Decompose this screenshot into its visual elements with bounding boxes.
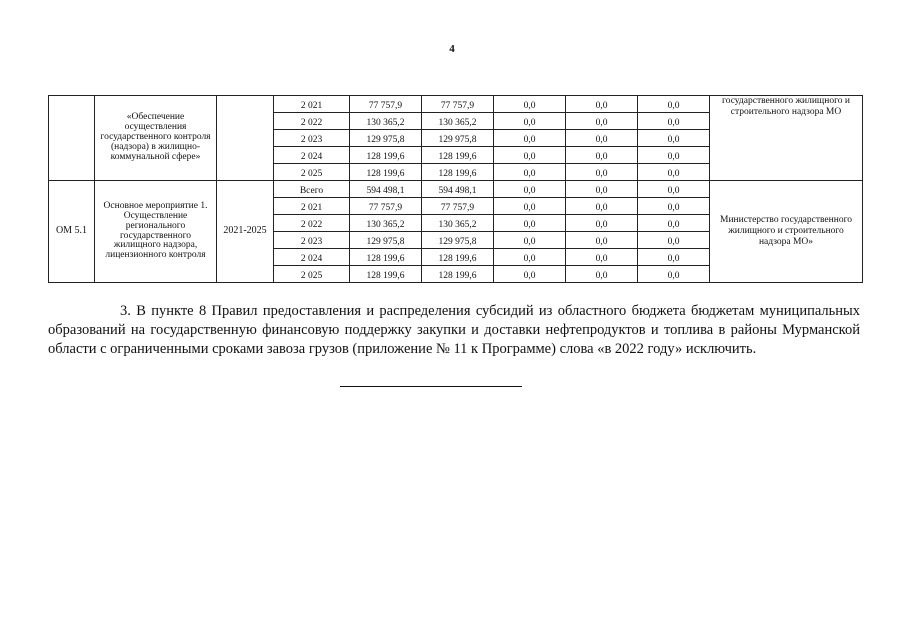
- local-budget-cell: 0,0: [566, 215, 638, 232]
- funding-table: [48, 95, 863, 283]
- closing-rule: [340, 386, 522, 387]
- other-sources-cell: 0,0: [638, 181, 710, 198]
- other-sources-cell: 0,0: [638, 113, 710, 130]
- regional-budget-cell: 129 975,8: [422, 130, 494, 147]
- year-cell: 2 021: [274, 96, 350, 113]
- year-cell: 2 025: [274, 266, 350, 283]
- other-sources-cell: 0,0: [638, 215, 710, 232]
- federal-budget-cell: 0,0: [494, 232, 566, 249]
- federal-budget-cell: 0,0: [494, 198, 566, 215]
- total-cell: 128 199,6: [350, 249, 422, 266]
- page-number: 4: [449, 43, 455, 55]
- executor-cell: государственного жилищного и строительного надзора МО: [710, 96, 863, 181]
- federal-budget-cell: 0,0: [494, 249, 566, 266]
- measure-name-cell: Основное мероприятие 1. Осуществление регионального государственного жилищного надзора, лицензионного контроля: [95, 181, 217, 283]
- year-cell: 2 021: [274, 198, 350, 215]
- regional-budget-cell: 77 757,9: [422, 198, 494, 215]
- paragraph-text: 3. В пункте 8 Правил предоставления и распределения субсидий из областного бюджета бюджетам муниципальных образований на государственную финансовую поддержку закупки и доставки нефтепродуктов и топлива в районы Мурманской области с ограниченными сроками завоза грузов (приложение № 11 к Программе) слова «в 2022 году» исключить.: [48, 303, 860, 357]
- total-cell: 129 975,8: [350, 232, 422, 249]
- year-cell: 2 023: [274, 130, 350, 147]
- other-sources-cell: 0,0: [638, 266, 710, 283]
- regional-budget-cell: 128 199,6: [422, 249, 494, 266]
- year-cell: 2 024: [274, 147, 350, 164]
- year-cell: Всего: [274, 181, 350, 198]
- table-row: [49, 181, 863, 198]
- year-cell: 2 022: [274, 215, 350, 232]
- other-sources-cell: 0,0: [638, 249, 710, 266]
- total-cell: 130 365,2: [350, 215, 422, 232]
- local-budget-cell: 0,0: [566, 164, 638, 181]
- total-cell: 129 975,8: [350, 130, 422, 147]
- code-cell: ОМ 5.1: [49, 181, 95, 283]
- federal-budget-cell: 0,0: [494, 164, 566, 181]
- year-cell: 2 022: [274, 113, 350, 130]
- federal-budget-cell: 0,0: [494, 266, 566, 283]
- funding-table-body: [49, 96, 863, 283]
- body-paragraph: [48, 302, 860, 359]
- federal-budget-cell: 0,0: [494, 147, 566, 164]
- local-budget-cell: 0,0: [566, 266, 638, 283]
- federal-budget-cell: 0,0: [494, 181, 566, 198]
- other-sources-cell: 0,0: [638, 198, 710, 215]
- total-cell: 128 199,6: [350, 266, 422, 283]
- other-sources-cell: 0,0: [638, 96, 710, 113]
- federal-budget-cell: 0,0: [494, 113, 566, 130]
- regional-budget-cell: 77 757,9: [422, 96, 494, 113]
- regional-budget-cell: 128 199,6: [422, 266, 494, 283]
- total-cell: 77 757,9: [350, 198, 422, 215]
- year-cell: 2 024: [274, 249, 350, 266]
- regional-budget-cell: 128 199,6: [422, 147, 494, 164]
- period-cell: 2021-2025: [217, 181, 274, 283]
- executor-cell: Министерство государственного жилищного и строительного надзора МО»: [710, 181, 863, 283]
- other-sources-cell: 0,0: [638, 164, 710, 181]
- federal-budget-cell: 0,0: [494, 215, 566, 232]
- regional-budget-cell: 130 365,2: [422, 113, 494, 130]
- regional-budget-cell: 128 199,6: [422, 164, 494, 181]
- table-row: [49, 96, 863, 113]
- measure-name-cell: «Обеспечение осуществления государственного контроля (надзора) в жилищно-коммунальной сфере»: [95, 96, 217, 181]
- local-budget-cell: 0,0: [566, 130, 638, 147]
- year-cell: 2 023: [274, 232, 350, 249]
- regional-budget-cell: 129 975,8: [422, 232, 494, 249]
- local-budget-cell: 0,0: [566, 232, 638, 249]
- code-cell: [49, 96, 95, 181]
- local-budget-cell: 0,0: [566, 147, 638, 164]
- total-cell: 128 199,6: [350, 147, 422, 164]
- total-cell: 128 199,6: [350, 164, 422, 181]
- other-sources-cell: 0,0: [638, 147, 710, 164]
- total-cell: 130 365,2: [350, 113, 422, 130]
- total-cell: 77 757,9: [350, 96, 422, 113]
- local-budget-cell: 0,0: [566, 113, 638, 130]
- period-cell: [217, 96, 274, 181]
- other-sources-cell: 0,0: [638, 130, 710, 147]
- federal-budget-cell: 0,0: [494, 96, 566, 113]
- year-cell: 2 025: [274, 164, 350, 181]
- total-cell: 594 498,1: [350, 181, 422, 198]
- federal-budget-cell: 0,0: [494, 130, 566, 147]
- local-budget-cell: 0,0: [566, 96, 638, 113]
- local-budget-cell: 0,0: [566, 198, 638, 215]
- regional-budget-cell: 130 365,2: [422, 215, 494, 232]
- local-budget-cell: 0,0: [566, 181, 638, 198]
- other-sources-cell: 0,0: [638, 232, 710, 249]
- regional-budget-cell: 594 498,1: [422, 181, 494, 198]
- local-budget-cell: 0,0: [566, 249, 638, 266]
